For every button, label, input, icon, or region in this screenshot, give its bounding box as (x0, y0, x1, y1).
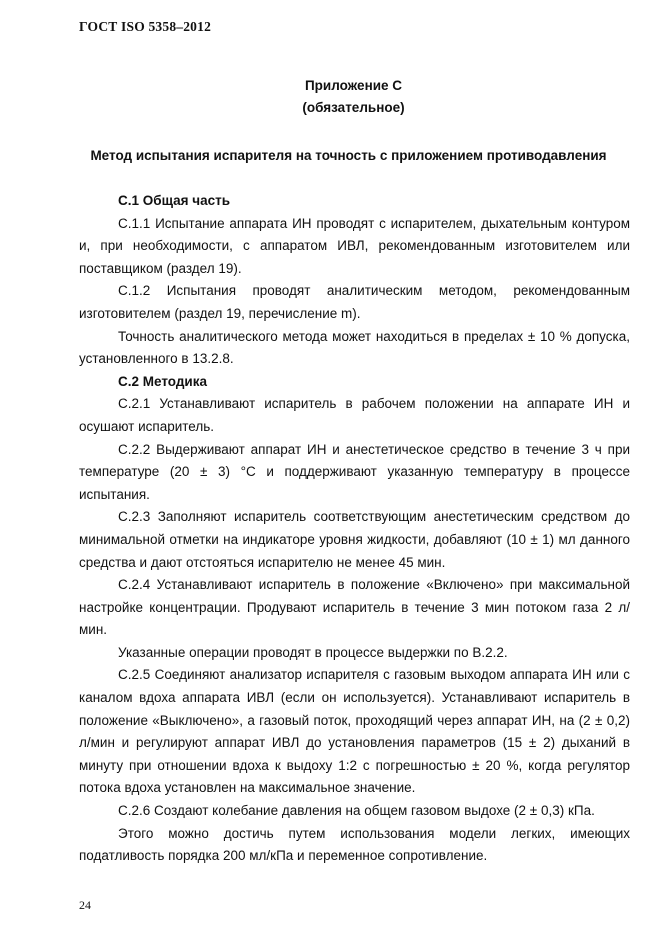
method-title: Метод испытания испарителя на точность с приложением противодавления (90, 148, 607, 163)
paragraph: С.2.2 Выдерживают аппарат ИН и анестетическое средство в течение 3 ч при температуре (20 ± 3) °С и поддерживают указанную температуру в процессе испытания. (79, 441, 630, 502)
paragraph: С.1.1 Испытание аппарата ИН проводят с испарителем, дыхательным контуром и, при необходимости, с аппаратом ИВЛ, рекомендованным изготовителем или поставщиком (раздел 19). (79, 215, 630, 276)
paragraph: Указанные операции проводят в процессе выдержки по В.2.2. (118, 644, 508, 660)
appendix-subtitle: (обязательное) (302, 100, 405, 115)
standard-code-header: ГОСТ ISO 5358–2012 (79, 19, 212, 34)
paragraph: С.1.2 Испытания проводят аналитическим методом, рекомендованным изготовителем (раздел 19, перечисление m). (79, 283, 630, 321)
document-body (79, 190, 630, 868)
paragraph: С.2.6 Создают колебание давления на общем газовом выдохе (2 ± 0,3) кПа. (118, 803, 595, 819)
appendix-title: Приложение С (304, 78, 403, 93)
paragraph: С.2.5 Соединяют анализатор испарителя с газовым выходом аппарата ИН или с каналом вдоха аппарата ИВЛ (если он используется). Устанавливают испаритель в положение «Выключено», а газовый поток, проходящий через аппарат ИН, на (2 ± 0,2) л/мин и регулируют аппарат ИВЛ до установления параметров (15 ± 2) дыханий в минуту при отношении вдоха к выдоху 1:2 с погрешностью ± 20 %, когда регулятор потока вдоха установлен на максимальное значение. (79, 667, 630, 796)
paragraph: Точность аналитического метода может находиться в пределах ± 10 % допуска, установленного в 13.2.8. (79, 328, 630, 367)
paragraph: С.2.1 Устанавливают испаритель в рабочем положении на аппарате ИН и осушают испаритель. (79, 396, 630, 434)
page-number: 24 (79, 898, 91, 912)
paragraph: Этого можно достичь путем использования модели легких, имеющих податливость порядка 200 мл/кПа и переменное сопротивление. (79, 825, 630, 864)
section-heading: С.1 Общая часть (118, 193, 231, 208)
paragraph: С.2.4 Устанавливают испаритель в положение «Включено» при максимальной настройке концентрации. Продувают испаритель в течение 3 мин потоком газа 2 л/мин. (79, 577, 630, 638)
paragraph: С.2.3 Заполняют испаритель соответствующим анестетическим средством до минимальной отметки на индикаторе уровня жидкости, добавляют (10 ± 1) мл данного средства и дают отстояться испарителю не менее 45 мин. (79, 509, 630, 570)
section-heading: С.2 Методика (118, 373, 207, 389)
